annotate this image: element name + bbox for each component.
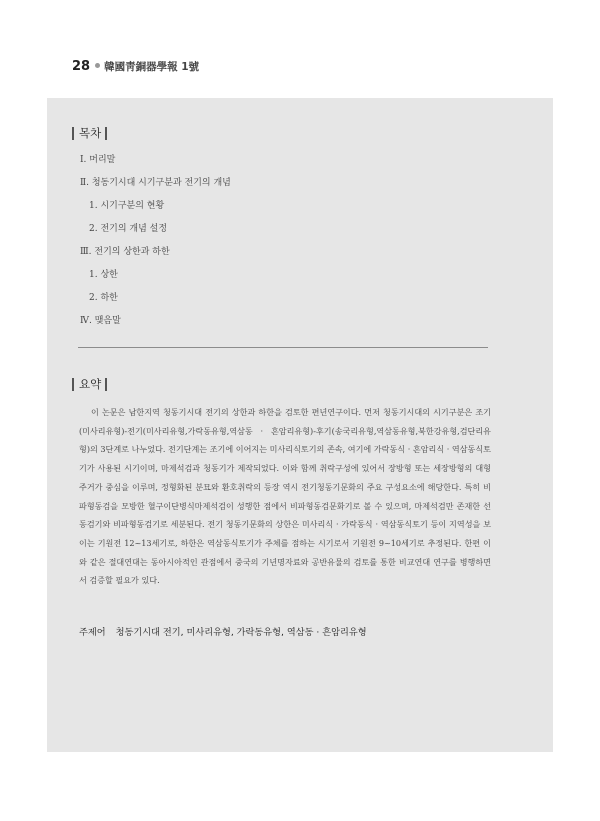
section-divider <box>78 347 488 348</box>
toc-item: Ⅲ. 전기의 상한과 하한 <box>80 247 170 257</box>
heading-bar-icon <box>105 127 107 140</box>
toc-item: 2. 전기의 개념 설정 <box>89 224 168 234</box>
toc-item: 1. 상한 <box>89 270 118 280</box>
toc-heading <box>72 125 107 141</box>
abstract-panel <box>47 98 553 752</box>
toc-heading-label: 목차 <box>79 126 102 140</box>
abstract-text: 이 논문은 남한지역 청동기시대 전기의 상한과 하한을 검토한 편년연구이다. 먼저 청동기시대의 시기구분은 조기(미사리유형)-전기(미사리유형,가락동유형,역삼동 · 흔암리유형)-후기(송국리유형,역삼동유형,북한강유형,검단리유형)의 3단계로 나누었다. 전기단계는 조기에 이어지는 미사리식토기의 존속, 여기에 가락동식 · 흔암리식 · 역삼동식토기가 사용된 시기이며, 마제석검과 청동기가 제작되었다. 이와 함께 취락구성에 있어서 장방형 또는 세장방형의 대형주거가 중심을 이루며, 정형화된 분묘와 환호취락의 등장 역시 전기청동기문화의 주요 구성요소에 해당한다. 특히 비파형동검을 모방한 혈구이단병식마제석검이 성행한 점에서 비파형동검문화기로 볼 수 있으며, 마제석검만 존재한 선동검기와 비파형동검기로 세분된다. 전기 청동기문화의 상한은 미사리식 · 가락동식 · 역삼동식토기 등이 지역성을 보이는 기원전 12~13세기로, 하한은 역삼동식토기가 주체를 점하는 시기로서 기원전 9~10세기로 추정된다. 한편 이와 같은 절대연대는 동아시아적인 관점에서 중국의 기년명자료와 공반유물의 검토를 통한 비교연대 연구를 병행하면서 검증할 필요가 있다. <box>79 407 491 586</box>
heading-bar-icon <box>72 127 74 140</box>
toc-item: 2. 하한 <box>89 293 118 303</box>
heading-bar-icon <box>105 378 107 391</box>
journal-title: 韓國靑銅器學報 1號 <box>104 61 200 73</box>
summary-heading-label: 요약 <box>79 377 102 391</box>
toc-item: Ⅰ. 머리말 <box>80 155 116 165</box>
summary-heading <box>72 376 107 392</box>
toc-item: 1. 시기구분의 현황 <box>89 201 165 211</box>
keywords-label: 주제어 <box>79 627 106 638</box>
toc-item: Ⅳ. 맺음말 <box>80 316 121 326</box>
heading-bar-icon <box>72 378 74 391</box>
running-header <box>72 59 199 74</box>
bullet-dot-icon <box>95 63 100 68</box>
toc-item: Ⅱ. 청동기시대 시기구분과 전기의 개념 <box>80 178 231 188</box>
page-number: 28 <box>72 59 91 74</box>
keywords-text: 청동기시대 전기, 미사리유형, 가락동유형, 역삼동 · 흔암리유형 <box>115 627 367 638</box>
keywords <box>79 624 367 638</box>
